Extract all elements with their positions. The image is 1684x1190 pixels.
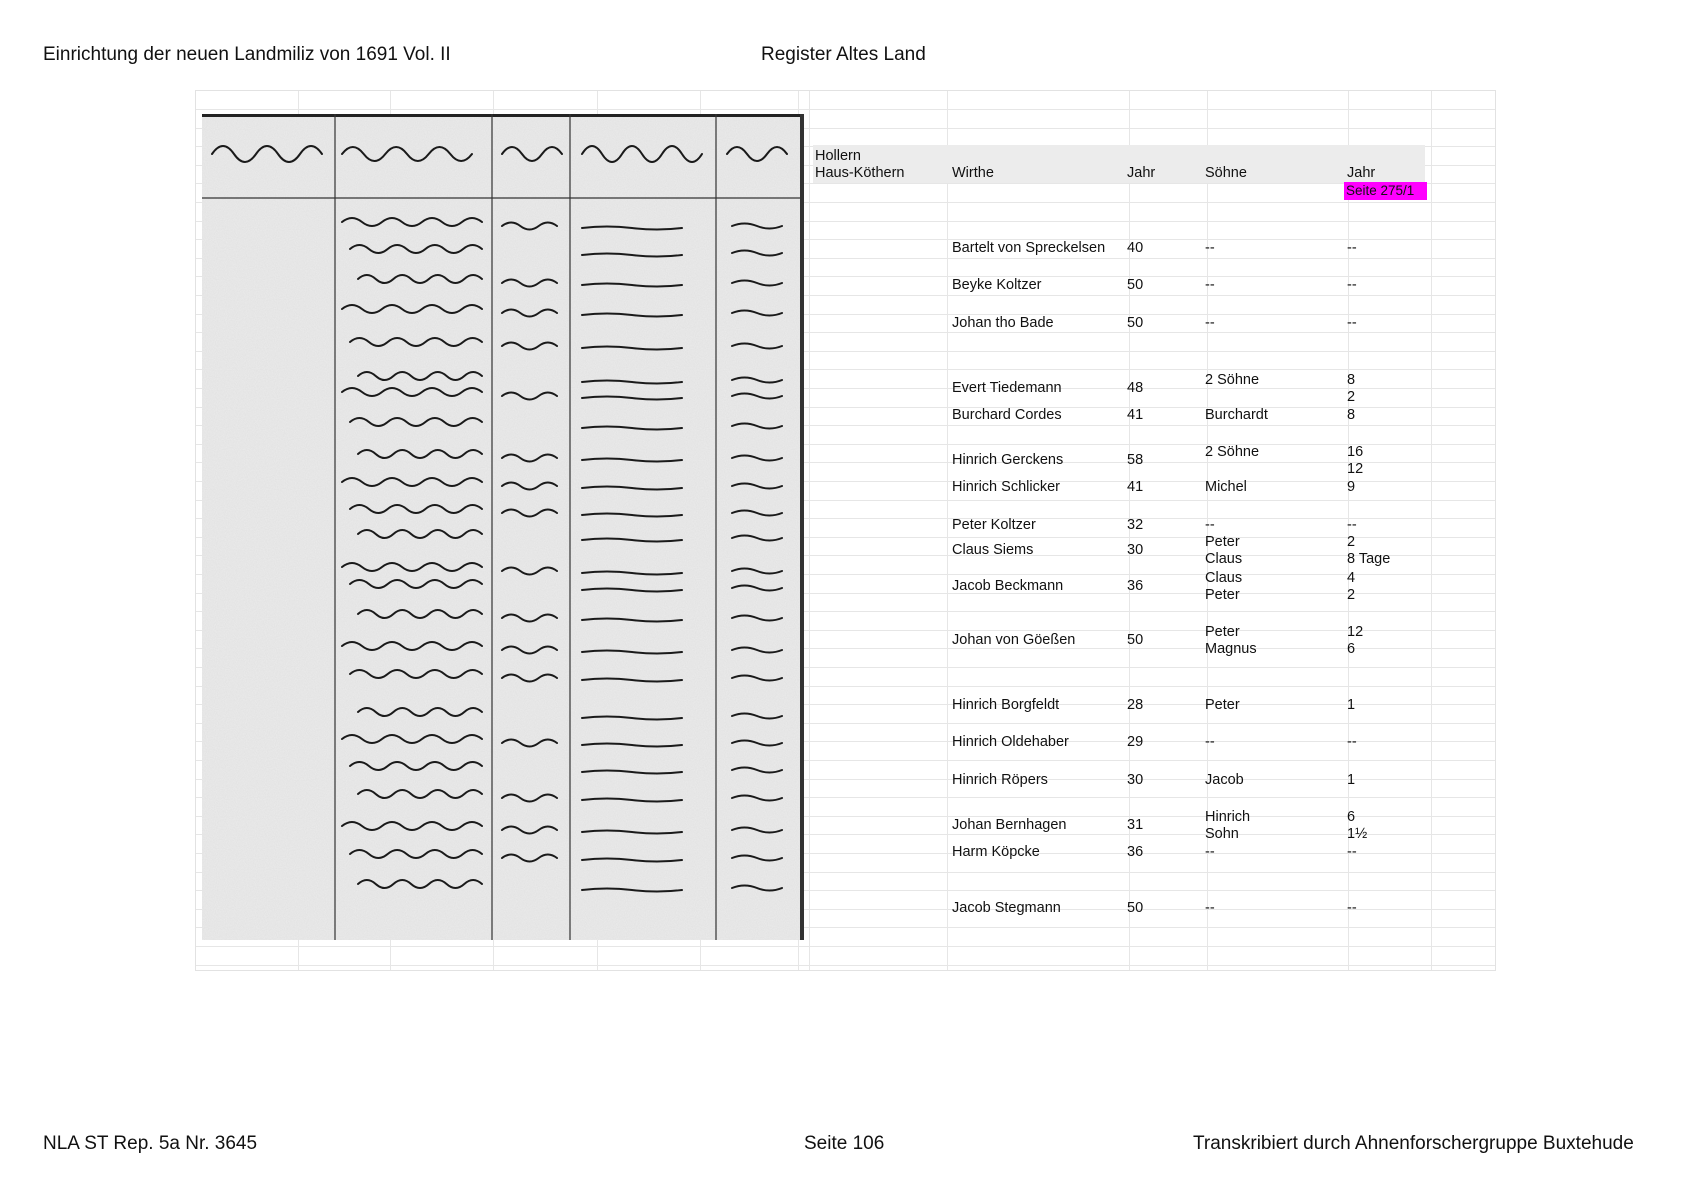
table-cell-sons: Michel [1205,479,1247,495]
table-cell-writer-age: 50 [1127,315,1144,331]
table-cell-sons: Claus Peter [1205,570,1243,603]
table-cell-sons: -- [1205,240,1215,256]
table-cell-writer-name: Hinrich Röpers [952,772,1048,788]
table-cell-writer-name: Johan von Göeßen [952,632,1076,648]
table-cell-writer-name: Johan Bernhagen [952,817,1067,833]
table-cell-sons-age: 2 8 Tage [1347,534,1391,567]
table-cell-writer-age: 50 [1127,632,1144,648]
table-cell-sons: -- [1205,277,1215,293]
table-cell-writer-age: 32 [1127,517,1144,533]
table-cell-sons-age: 8 [1347,407,1356,423]
table-cell-sons: 2 Söhne [1205,372,1260,388]
table-cell-sons: -- [1205,315,1215,331]
table-cell-writer-age: 30 [1127,542,1144,558]
document-footer-right: Transkribiert durch Ahnenforschergruppe Buxtehude [1193,1133,1634,1154]
table-cell-writer-name: Hinrich Borgfeldt [952,697,1060,713]
table-cell-writer-name: Harm Köpcke [952,844,1040,860]
table-cell-sons-age: -- [1347,517,1357,533]
grid-column-line [1431,91,1432,970]
table-cell-sons: -- [1205,734,1215,750]
table-cell-writer-name: Hinrich Schlicker [952,479,1060,495]
table-cell-writer-age: 28 [1127,697,1144,713]
table-cell-sons: Hinrich Sohn [1205,809,1251,842]
table-cell-writer-age: 48 [1127,380,1144,396]
column-header-jahr-sons: Jahr [1347,165,1376,181]
table-cell-writer-name: Jacob Beckmann [952,578,1064,594]
table-cell-sons: -- [1205,517,1215,533]
column-header-jahr: Jahr [1127,165,1156,181]
table-cell-sons-age: 12 6 [1347,624,1364,657]
table-cell-sons: Peter Claus [1205,534,1243,567]
grid-row-line [196,109,1495,110]
table-cell-writer-age: 30 [1127,772,1144,788]
table-cell-writer-name: Bartelt von Spreckelsen [952,240,1106,256]
document-footer-left: NLA ST Rep. 5a Nr. 3645 [43,1133,258,1154]
table-header-band [813,145,1425,183]
table-cell-writer-age: 50 [1127,900,1144,916]
table-cell-writer-age: 40 [1127,240,1144,256]
table-cell-writer-age: 50 [1127,277,1144,293]
table-cell-sons: Peter Magnus [1205,624,1257,657]
table-cell-writer-age: 31 [1127,817,1144,833]
table-cell-sons: -- [1205,900,1215,916]
location-label: Hollern [815,148,861,164]
table-cell-sons-age: 16 12 [1347,444,1364,477]
table-cell-writer-name: Burchard Cordes [952,407,1062,423]
grid-row-line [196,965,1495,966]
table-cell-sons-age: 1 [1347,697,1356,713]
document-footer-page-number: Seite 106 [804,1133,885,1154]
table-cell-sons: Peter [1205,697,1240,713]
table-cell-writer-name: Hinrich Oldehaber [952,734,1069,750]
grid-column-line [947,91,948,970]
grid-row-line [196,946,1495,947]
table-cell-writer-name: Hinrich Gerckens [952,452,1064,468]
table-cell-writer-age: 36 [1127,844,1144,860]
table-cell-writer-name: Johan tho Bade [952,315,1054,331]
document-header-center: Register Altes Land [761,44,926,65]
table-cell-writer-age: 41 [1127,479,1144,495]
manuscript-scan-image [202,114,804,940]
location-sublabel: Haus-Köthern [815,165,905,181]
table-cell-writer-name: Jacob Stegmann [952,900,1061,916]
table-cell-sons-age: 4 2 [1347,570,1356,603]
document-header-left: Einrichtung der neuen Landmiliz von 1691 Vol. II [43,44,451,65]
table-cell-sons-age: -- [1347,844,1357,860]
table-cell-writer-name: Peter Koltzer [952,517,1036,533]
table-cell-writer-age: 41 [1127,407,1144,423]
table-cell-sons: -- [1205,844,1215,860]
table-cell-sons-age: 8 2 [1347,372,1356,405]
table-cell-sons-age: -- [1347,900,1357,916]
table-cell-sons-age: -- [1347,315,1357,331]
table-cell-sons-age: -- [1347,277,1357,293]
table-cell-sons-age: 6 1½ [1347,809,1368,842]
page-reference-tag: Seite 275/1 [1344,182,1427,200]
table-cell-sons-age: 9 [1347,479,1356,495]
table-cell-sons-age: -- [1347,734,1357,750]
table-cell-sons: Jacob [1205,772,1244,788]
column-header-soehne: Söhne [1205,165,1247,181]
grid-column-line [809,91,810,970]
table-cell-sons-age: -- [1347,240,1357,256]
table-cell-sons-age: 1 [1347,772,1356,788]
table-cell-writer-age: 36 [1127,578,1144,594]
table-cell-writer-name: Evert Tiedemann [952,380,1062,396]
table-cell-writer-age: 58 [1127,452,1144,468]
table-cell-writer-age: 29 [1127,734,1144,750]
table-cell-sons: 2 Söhne [1205,444,1260,460]
table-cell-writer-name: Claus Siems [952,542,1034,558]
column-header-wirthe: Wirthe [952,165,994,181]
table-cell-sons: Burchardt [1205,407,1268,423]
table-cell-writer-name: Beyke Koltzer [952,277,1042,293]
